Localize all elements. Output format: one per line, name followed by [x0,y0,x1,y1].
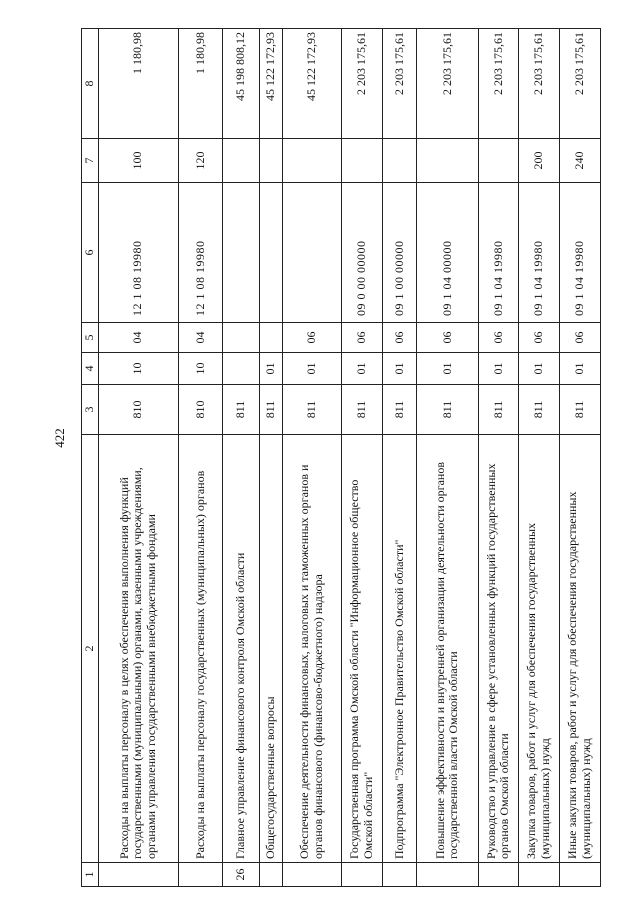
ministry-code-cell: 811 [282,385,341,435]
section-code-cell: 01 [417,353,478,385]
section-code-cell: 10 [99,353,179,385]
section-code-cell: 01 [560,353,601,385]
table-row [478,29,519,887]
row-name-cell: Подпрограмма "Электронное Правительство Омской области" [382,435,417,863]
amount-cell: 45 198 808,12 [223,29,260,139]
subsection-code-cell: 06 [382,323,417,353]
table-row [260,29,282,887]
row-number-cell [341,863,382,887]
amount-cell: 2 203 175,61 [560,29,601,139]
column-header: 1 [82,863,99,887]
row-number-cell [417,863,478,887]
target-article-cell: 09 1 04 19980 [519,183,560,323]
row-number-cell [382,863,417,887]
page-number: 422 [52,428,67,448]
subsection-code-cell: 06 [341,323,382,353]
ministry-code-cell: 811 [223,385,260,435]
section-code-cell: 01 [282,353,341,385]
amount-cell: 45 122 172,93 [282,29,341,139]
section-code-cell: 01 [519,353,560,385]
table-row [99,29,179,887]
column-header: 8 [82,29,99,139]
target-article-cell: 12 1 08 19980 [178,183,223,323]
amount-cell: 45 122 172,93 [260,29,282,139]
row-number-cell: 26 [223,863,260,887]
row-name-cell: Расходы на выплаты персоналу в целях обеспечения выполнения функций государственными (муниципальными) органами, казенными учреждениями, органами управления государственными внебюджетными фондами [99,435,179,863]
target-article-cell: 09 0 00 00000 [341,183,382,323]
ministry-code-cell: 810 [99,385,179,435]
amount-cell: 2 203 175,61 [519,29,560,139]
expense-type-cell [417,139,478,183]
row-number-cell [282,863,341,887]
target-article-cell: 09 1 04 19980 [560,183,601,323]
column-header: 4 [82,353,99,385]
table-row [178,29,223,887]
column-header: 5 [82,323,99,353]
row-name-cell: Общегосударственные вопросы [260,435,282,863]
row-name-cell: Главное управление финансового контроля Омской области [223,435,260,863]
budget-table [81,28,601,887]
section-code-cell: 01 [382,353,417,385]
row-name-cell: Закупка товаров, работ и услуг для обеспечения государственных (муниципальных) нужд [519,435,560,863]
column-header: 2 [82,435,99,863]
subsection-code-cell: 06 [478,323,519,353]
row-name-cell: Иные закупки товаров, работ и услуг для обеспечения государственных (муниципальных) нужд [560,435,601,863]
expense-type-cell: 240 [560,139,601,183]
amount-cell: 1 180,98 [99,29,179,139]
amount-cell: 1 180,98 [178,29,223,139]
row-number-cell [519,863,560,887]
section-code-cell: 01 [478,353,519,385]
target-article-cell: 09 1 04 00000 [417,183,478,323]
amount-cell: 2 203 175,61 [417,29,478,139]
subsection-code-cell: 04 [178,323,223,353]
ministry-code-cell: 811 [417,385,478,435]
table-row [417,29,478,887]
expense-type-cell: 100 [99,139,179,183]
ministry-code-cell: 811 [260,385,282,435]
column-header: 3 [82,385,99,435]
expense-type-cell [478,139,519,183]
section-code-cell: 01 [260,353,282,385]
section-code-cell: 10 [178,353,223,385]
expense-type-cell: 120 [178,139,223,183]
target-article-cell: 09 1 04 19980 [478,183,519,323]
table-row [282,29,341,887]
subsection-code-cell: 06 [519,323,560,353]
target-article-cell [260,183,282,323]
table-row [223,29,260,887]
target-article-cell [282,183,341,323]
expense-type-cell [223,139,260,183]
ministry-code-cell: 811 [519,385,560,435]
target-article-cell: 09 1 00 00000 [382,183,417,323]
row-number-cell [178,863,223,887]
ministry-code-cell: 811 [560,385,601,435]
amount-cell: 2 203 175,61 [341,29,382,139]
row-number-cell [99,863,179,887]
subsection-code-cell [260,323,282,353]
table-row [519,29,560,887]
ministry-code-cell: 810 [178,385,223,435]
row-number-cell [260,863,282,887]
amount-cell: 2 203 175,61 [478,29,519,139]
column-header: 6 [82,183,99,323]
row-name-cell: Обеспечение деятельности финансовых, налоговых и таможенных органов и органов финансового (финансово-бюджетного) надзора [282,435,341,863]
section-code-cell [223,353,260,385]
subsection-code-cell [223,323,260,353]
table-wrapper [81,29,601,887]
row-name-cell: Повышение эффективности и внутренней организации деятельности органов государственной власти Омской области [417,435,478,863]
column-header: 7 [82,139,99,183]
row-name-cell: Руководство и управление в сфере установленных функций государственных органов Омской области [478,435,519,863]
subsection-code-cell: 04 [99,323,179,353]
rotated-table-area [81,29,601,887]
target-article-cell [223,183,260,323]
subsection-code-cell: 06 [417,323,478,353]
target-article-cell: 12 1 08 19980 [99,183,179,323]
row-number-cell [478,863,519,887]
subsection-code-cell: 06 [282,323,341,353]
ministry-code-cell: 811 [478,385,519,435]
ministry-code-cell: 811 [382,385,417,435]
row-name-cell: Расходы на выплаты персоналу государственных (муниципальных) органов [178,435,223,863]
subsection-code-cell: 06 [560,323,601,353]
expense-type-cell [260,139,282,183]
row-name-cell: Государственная программа Омской области "Информационное общество Омской области" [341,435,382,863]
header-row [82,29,99,887]
table-row [382,29,417,887]
expense-type-cell: 200 [519,139,560,183]
table-row [560,29,601,887]
expense-type-cell [282,139,341,183]
row-number-cell [560,863,601,887]
amount-cell: 2 203 175,61 [382,29,417,139]
ministry-code-cell: 811 [341,385,382,435]
section-code-cell: 01 [341,353,382,385]
expense-type-cell [382,139,417,183]
expense-type-cell [341,139,382,183]
table-row [341,29,382,887]
